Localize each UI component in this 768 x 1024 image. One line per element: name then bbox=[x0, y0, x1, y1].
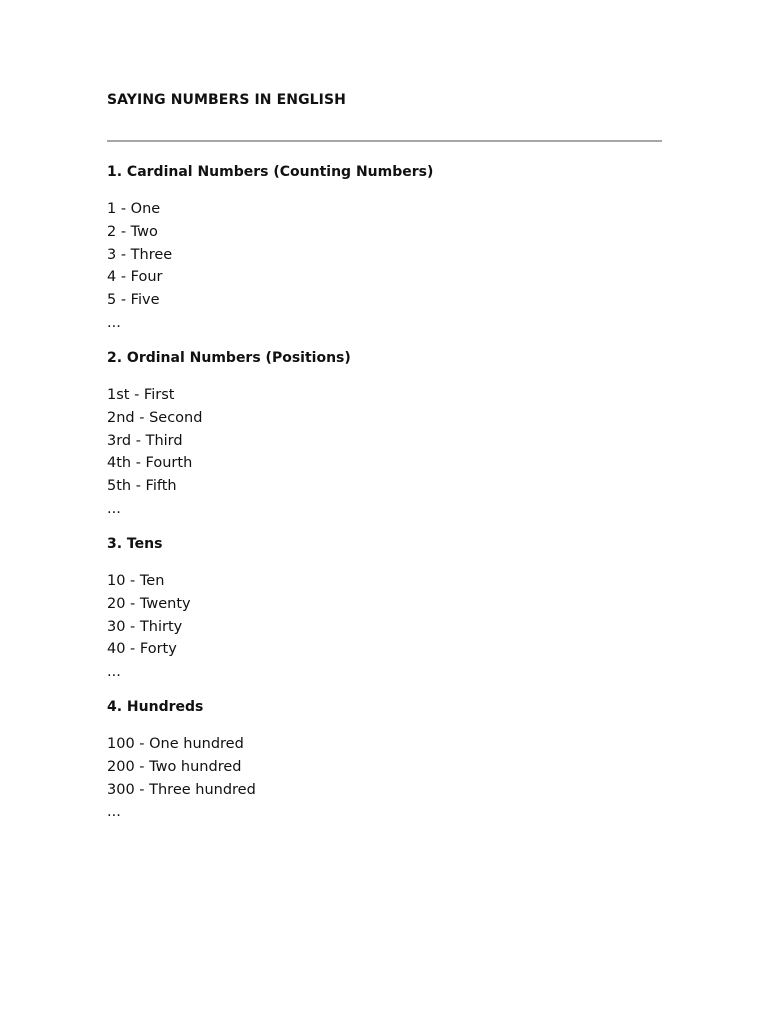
list-item: 1 - One bbox=[107, 201, 161, 217]
number-list bbox=[107, 384, 662, 521]
list-item: 5th - Fifth bbox=[107, 478, 177, 495]
list-item: 2 - Two bbox=[107, 223, 158, 240]
list-item: ... bbox=[107, 314, 121, 331]
section-heading: 1. Cardinal Numbers (Counting Numbers) bbox=[107, 164, 434, 180]
list-item: 3 - Three bbox=[107, 246, 173, 263]
section-heading: 4. Hundreds bbox=[107, 699, 204, 715]
list-item: 1st - First bbox=[107, 387, 175, 403]
list-item: 20 - Twenty bbox=[107, 595, 191, 612]
section-heading: 2. Ordinal Numbers (Positions) bbox=[107, 350, 351, 366]
list-item: 100 - One hundred bbox=[107, 736, 244, 752]
section-heading: 3. Tens bbox=[107, 536, 163, 552]
list-item: 4th - Fourth bbox=[107, 455, 193, 472]
number-list bbox=[107, 733, 662, 824]
section-tens bbox=[107, 535, 662, 684]
list-item: ... bbox=[107, 500, 121, 517]
section-hundreds bbox=[107, 698, 662, 824]
title-divider bbox=[107, 140, 662, 142]
document-title: SAYING NUMBERS IN ENGLISH bbox=[107, 92, 346, 108]
section-ordinal-numbers bbox=[107, 349, 662, 521]
list-item: 300 - Three hundred bbox=[107, 781, 256, 798]
list-item: 10 - Ten bbox=[107, 573, 165, 589]
list-item: 2nd - Second bbox=[107, 409, 203, 426]
number-list bbox=[107, 198, 662, 335]
list-item: 200 - Two hundred bbox=[107, 758, 242, 775]
list-item: 30 - Thirty bbox=[107, 618, 183, 635]
list-item: 4 - Four bbox=[107, 269, 163, 286]
list-item: 3rd - Third bbox=[107, 432, 183, 449]
list-item: 5 - Five bbox=[107, 292, 160, 309]
section-cardinal-numbers bbox=[107, 163, 662, 335]
list-item: ... bbox=[107, 804, 121, 821]
number-list bbox=[107, 570, 662, 684]
list-item: ... bbox=[107, 664, 121, 681]
list-item: 40 - Forty bbox=[107, 641, 177, 658]
